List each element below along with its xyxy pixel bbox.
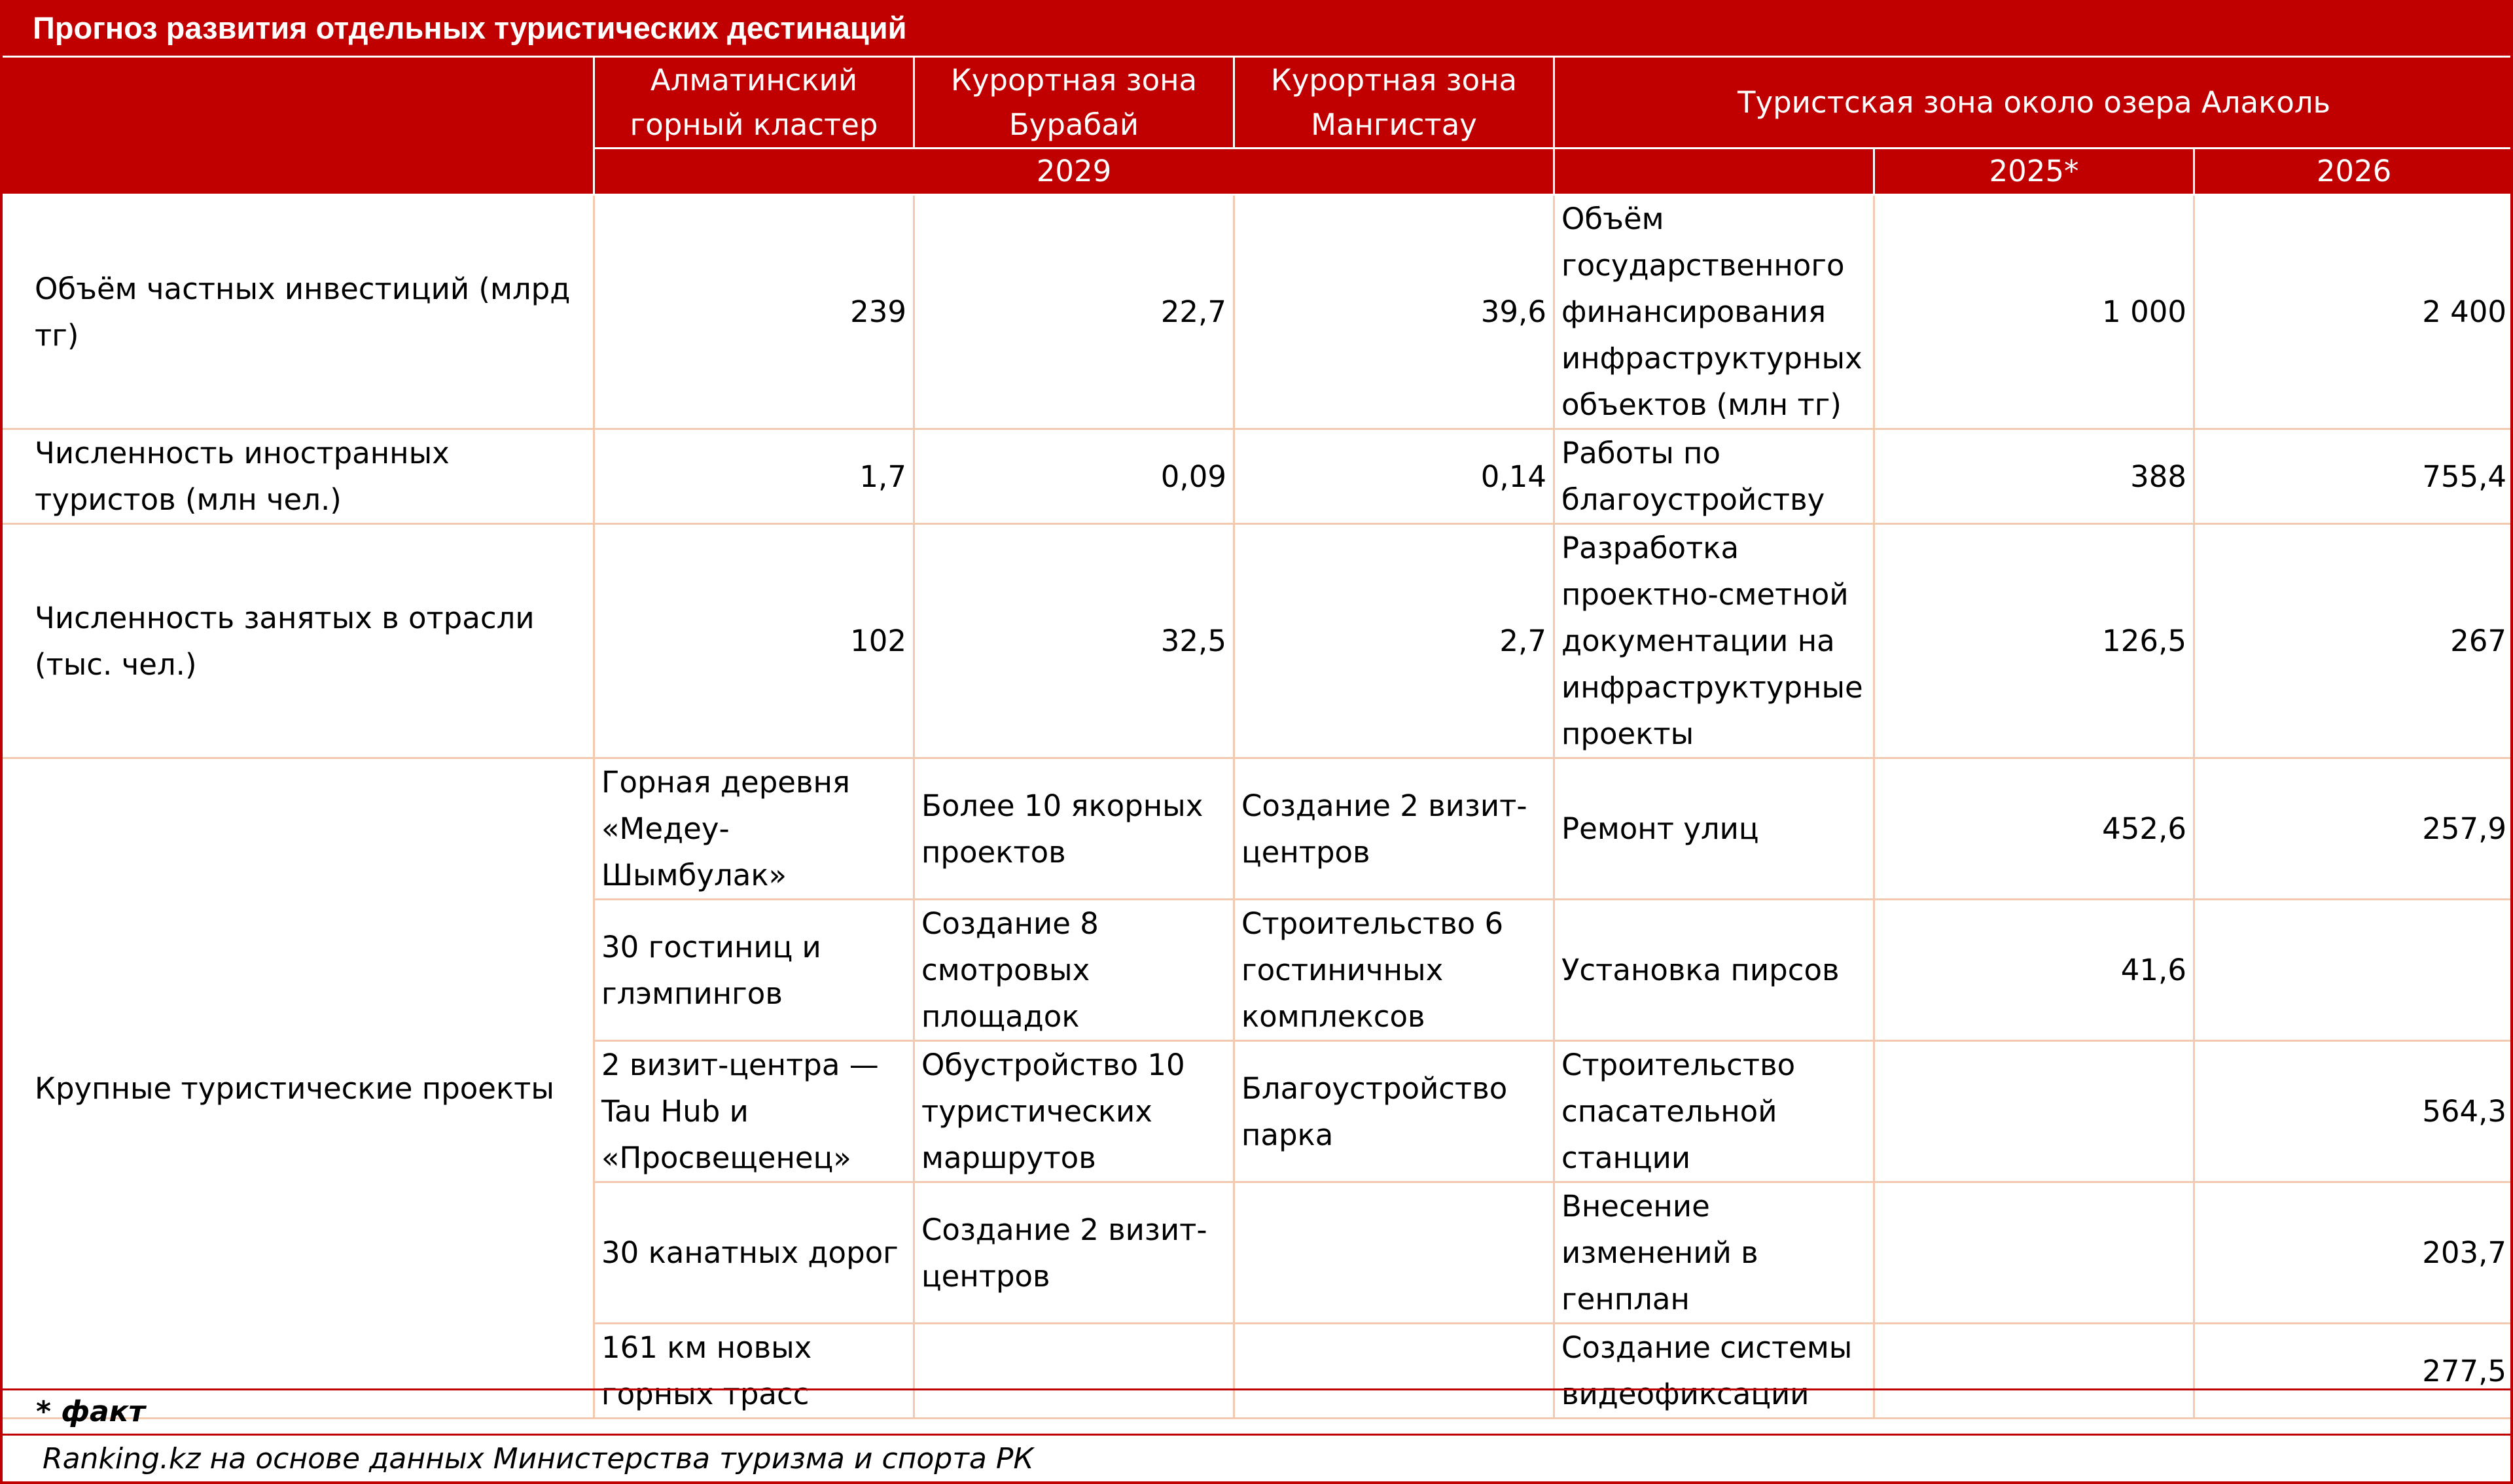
- cell-2025: 1 000: [1874, 195, 2194, 429]
- table-row: [1, 758, 2513, 900]
- header-alakol: Туристская зона около озера Алаколь: [1554, 57, 2513, 149]
- cell-mangystau: Создание 2 визит-центров: [1234, 758, 1554, 900]
- cell-alakol-item: Внесение изменений в генплан: [1554, 1182, 1874, 1324]
- cell-alakol-item: Создание системы видеофиксации: [1554, 1324, 1874, 1419]
- cell-burabay: 32,5: [914, 524, 1234, 758]
- header-corner: [1, 57, 594, 195]
- cell-burabay: 22,7: [914, 195, 1234, 429]
- header-row-destinations: [1, 57, 2513, 149]
- frame-right-border: [2510, 56, 2513, 1484]
- cell-alakol-item: Ремонт улиц: [1554, 758, 1874, 900]
- cell-almaty: 102: [594, 524, 914, 758]
- row-label-major-projects: Крупные туристические проекты: [1, 758, 594, 1419]
- header-year-2026: 2026: [2194, 149, 2513, 195]
- cell-alakol-item: Разработка проектно-сметной документации на инфраструктурные проекты: [1554, 524, 1874, 758]
- cell-mangystau: Благоустройство парка: [1234, 1041, 1554, 1182]
- cell-burabay: Более 10 якорных проектов: [914, 758, 1234, 900]
- cell-2025: [1874, 1182, 2194, 1324]
- cell-almaty: 161 км новых горных трасс: [594, 1324, 914, 1419]
- footnote: * факт: [0, 1388, 2513, 1436]
- table-title: Прогноз развития отдельных туристических дестинаций: [0, 0, 2513, 56]
- cell-mangystau: 0,14: [1234, 429, 1554, 524]
- row-label-foreign-tourists: Численность иностранных туристов (млн чел.): [1, 429, 594, 524]
- forecast-table: [0, 56, 2513, 1419]
- cell-burabay: 0,09: [914, 429, 1234, 524]
- cell-2026: 267: [2194, 524, 2513, 758]
- header-mangystau: Курортная зона Мангистау: [1234, 57, 1554, 149]
- cell-almaty: 239: [594, 195, 914, 429]
- cell-alakol-item: Работы по благоустройству: [1554, 429, 1874, 524]
- cell-burabay: Обустройство 10 туристических маршрутов: [914, 1041, 1234, 1182]
- header-burabay: Курортная зона Бурабай: [914, 57, 1234, 149]
- cell-alakol-item: Строительство спасательной станции: [1554, 1041, 1874, 1182]
- header-almaty: Алматинский горный кластер: [594, 57, 914, 149]
- cell-2025: 388: [1874, 429, 2194, 524]
- cell-2026: [2194, 900, 2513, 1041]
- frame-bottom-border: [0, 1481, 2513, 1484]
- cell-almaty: 1,7: [594, 429, 914, 524]
- table-row: [1, 195, 2513, 429]
- cell-mangystau: 39,6: [1234, 195, 1554, 429]
- cell-almaty: 30 канатных дорог: [594, 1182, 914, 1324]
- cell-alakol-item: Установка пирсов: [1554, 900, 1874, 1041]
- cell-burabay: Создание 2 визит-центров: [914, 1182, 1234, 1324]
- cell-2025: [1874, 1041, 2194, 1182]
- cell-alakol-item: Объём государственного финансирования инфраструктурных объектов (млн тг): [1554, 195, 1874, 429]
- cell-almaty: 2 визит-центра — Tau Hub и «Просвещенец»: [594, 1041, 914, 1182]
- cell-2026: 277,5: [2194, 1324, 2513, 1419]
- header-alakol-blank: [1554, 149, 1874, 195]
- cell-2026: 203,7: [2194, 1182, 2513, 1324]
- cell-almaty: 30 гостиниц и глэмпингов: [594, 900, 914, 1041]
- cell-2025: 126,5: [1874, 524, 2194, 758]
- cell-burabay: Создание 8 смотровых площадок: [914, 900, 1234, 1041]
- source-note: Ranking.kz на основе данных Министерства туризма и спорта РК: [43, 1442, 1034, 1475]
- cell-mangystau: Строительство 6 гостиничных комплексов: [1234, 900, 1554, 1041]
- cell-mangystau: 2,7: [1234, 524, 1554, 758]
- table-row: [1, 524, 2513, 758]
- cell-2025: 41,6: [1874, 900, 2194, 1041]
- header-year-2029: 2029: [594, 149, 1554, 195]
- cell-2025: 452,6: [1874, 758, 2194, 900]
- cell-mangystau: [1234, 1182, 1554, 1324]
- row-label-investments: Объём частных инвестиций (млрд тг): [1, 195, 594, 429]
- row-label-employment: Численность занятых в отрасли (тыс. чел.): [1, 524, 594, 758]
- cell-2026: 755,4: [2194, 429, 2513, 524]
- cell-2026: 257,9: [2194, 758, 2513, 900]
- table-row: [1, 429, 2513, 524]
- frame-left-border: [0, 56, 3, 1484]
- cell-almaty: Горная деревня «Медеу-Шымбулак»: [594, 758, 914, 900]
- header-year-2025: 2025*: [1874, 149, 2194, 195]
- cell-2026: 564,3: [2194, 1041, 2513, 1182]
- cell-2026: 2 400: [2194, 195, 2513, 429]
